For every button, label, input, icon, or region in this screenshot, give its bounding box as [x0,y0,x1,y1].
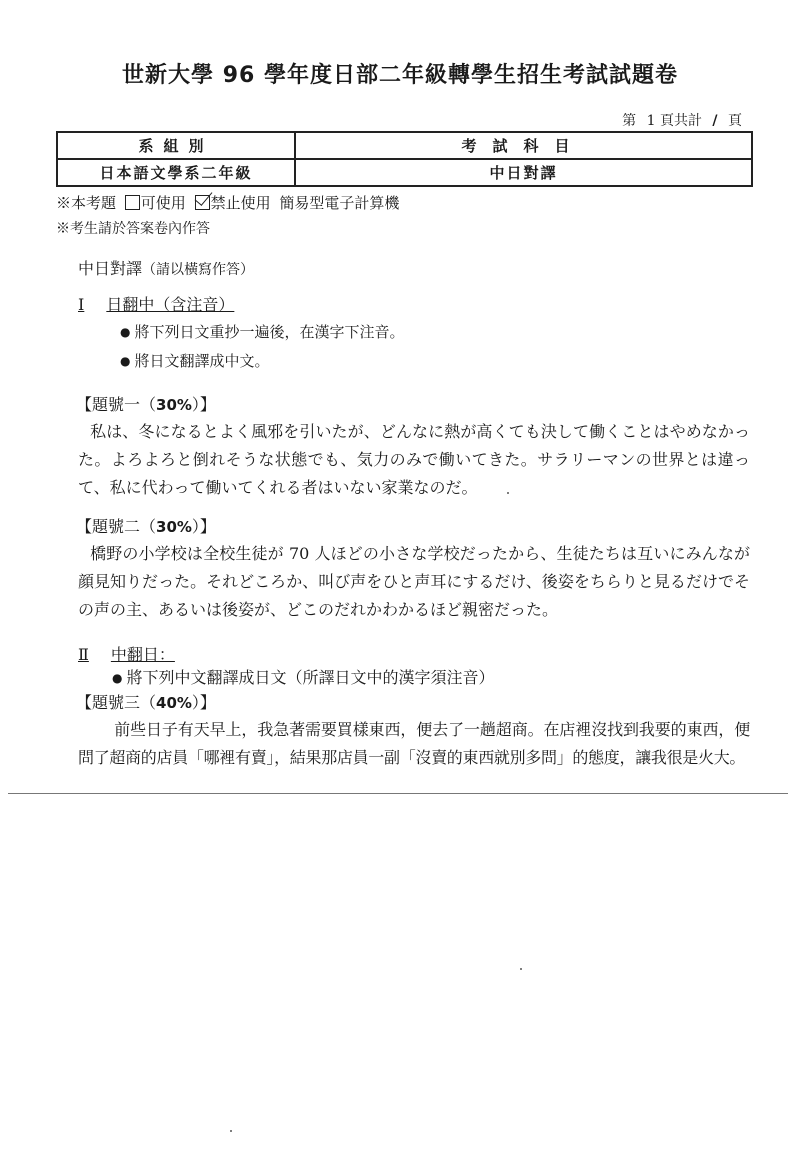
page-info [622,110,742,130]
answer-sheet-note: ※考生請於答案卷內作答 [56,221,210,237]
instruction-item [120,347,405,376]
section-2-instructions [112,666,495,691]
section-2-title: 中翻日： [110,645,175,664]
calculator-note [56,192,399,213]
question-1-percent: 30% [156,396,192,414]
page-divider [8,793,788,794]
question-1-close: ）】 [191,395,216,414]
section-2-number: Ⅱ [78,645,89,664]
page-total-mark: / [712,113,718,129]
allowed-checkbox [125,195,140,210]
scan-speck [230,1130,232,1132]
scan-speck [507,492,509,494]
page-number: 1 [646,113,656,129]
section-1-title: 日翻中（含注音） [106,295,235,314]
question-3-close: ）】 [191,693,216,712]
question-1-body: 私は、冬になるとよく風邪を引いたが、どんなに熱が高くても決して働くことはやめなかった。よろよろと倒れそうな状態でも、気力のみで働いてきた。サラリーマンの世界とは違って、私に代わって働いてくれる者はいない家業なのだ。 [78,422,750,497]
allowed-label: 可使用 [140,194,186,212]
question-2-percent: 30% [156,518,192,536]
question-3-text [78,716,750,772]
bullet-icon: ● [112,671,123,685]
instruction-text: 將下列日文重抄一遍後，在漢字下注音。 [134,323,405,341]
calculator-note-prefix: ※本考題 [56,194,117,212]
page-info-mid: 頁共計 [659,113,702,129]
subject-value: 中日對譯 [295,159,752,186]
question-3-heading [76,690,216,713]
question-2-heading [76,514,216,537]
section-1-instructions [120,318,405,376]
section-1-heading [78,292,234,315]
dept-value: 日本語文學系二年級 [57,159,295,186]
exam-header-table [56,131,753,187]
calculator-label: 簡易型電子計算機 [279,194,400,212]
question-2-body: 橋野の小学校は全校生徒が 70 人ほどの小さな学校だったから、生徒たちは互いにみんなが顔見知りだった。それどころか、叫び声をひと声耳にするだけ、後姿をちらりと見るだけでその声の主、あるいは後姿が、どこのだれかわかるほど親密だった。 [78,544,750,619]
bullet-icon: ● [120,354,131,368]
question-1-label: 【題號一（ [76,395,157,414]
subject-line [78,256,254,279]
section-2-heading [78,642,175,665]
question-2-label: 【題號二（ [76,517,157,536]
bullet-icon: ● [120,325,131,339]
question-1-heading [76,392,216,415]
exam-title: 世新大學 96 學年度日部二年級轉學生招生考試試題卷 [122,63,678,88]
value-row [57,159,752,186]
instruction-item [112,666,495,691]
question-2-text [78,540,750,624]
forbidden-checkbox [195,195,210,210]
subject-heading: 考試科目 [295,132,752,159]
question-2-close: ）】 [191,517,216,536]
page-info-suffix: 頁 [728,113,742,129]
question-1-text [78,418,750,502]
instruction-text: 將日文翻譯成中文。 [134,352,270,370]
subject-name: 中日對譯 [78,259,143,278]
instruction-text: 將下列中文翻譯成日文（所譯日文中的漢字須注音） [126,668,495,687]
page-info-prefix: 第 [622,113,637,129]
section-1-number: Ⅰ [78,295,85,314]
forbidden-label: 禁止使用 [210,194,271,212]
question-3-percent: 40% [156,694,192,712]
subject-instruction: （請以橫寫作答） [142,262,255,278]
header-row [57,132,752,159]
instruction-item [120,318,405,347]
question-3-body: 前些日子有天早上，我急著需要買樣東西，便去了一趟超商。在店裡沒找到我要的東西，便問了超商的店員「哪裡有賣」，結果那店員一副「沒賣的東西就別多問」的態度，讓我很是火大。 [78,720,750,767]
dept-heading: 系組別 [57,132,295,159]
scan-speck [520,968,522,970]
question-3-label: 【題號三（ [76,693,157,712]
